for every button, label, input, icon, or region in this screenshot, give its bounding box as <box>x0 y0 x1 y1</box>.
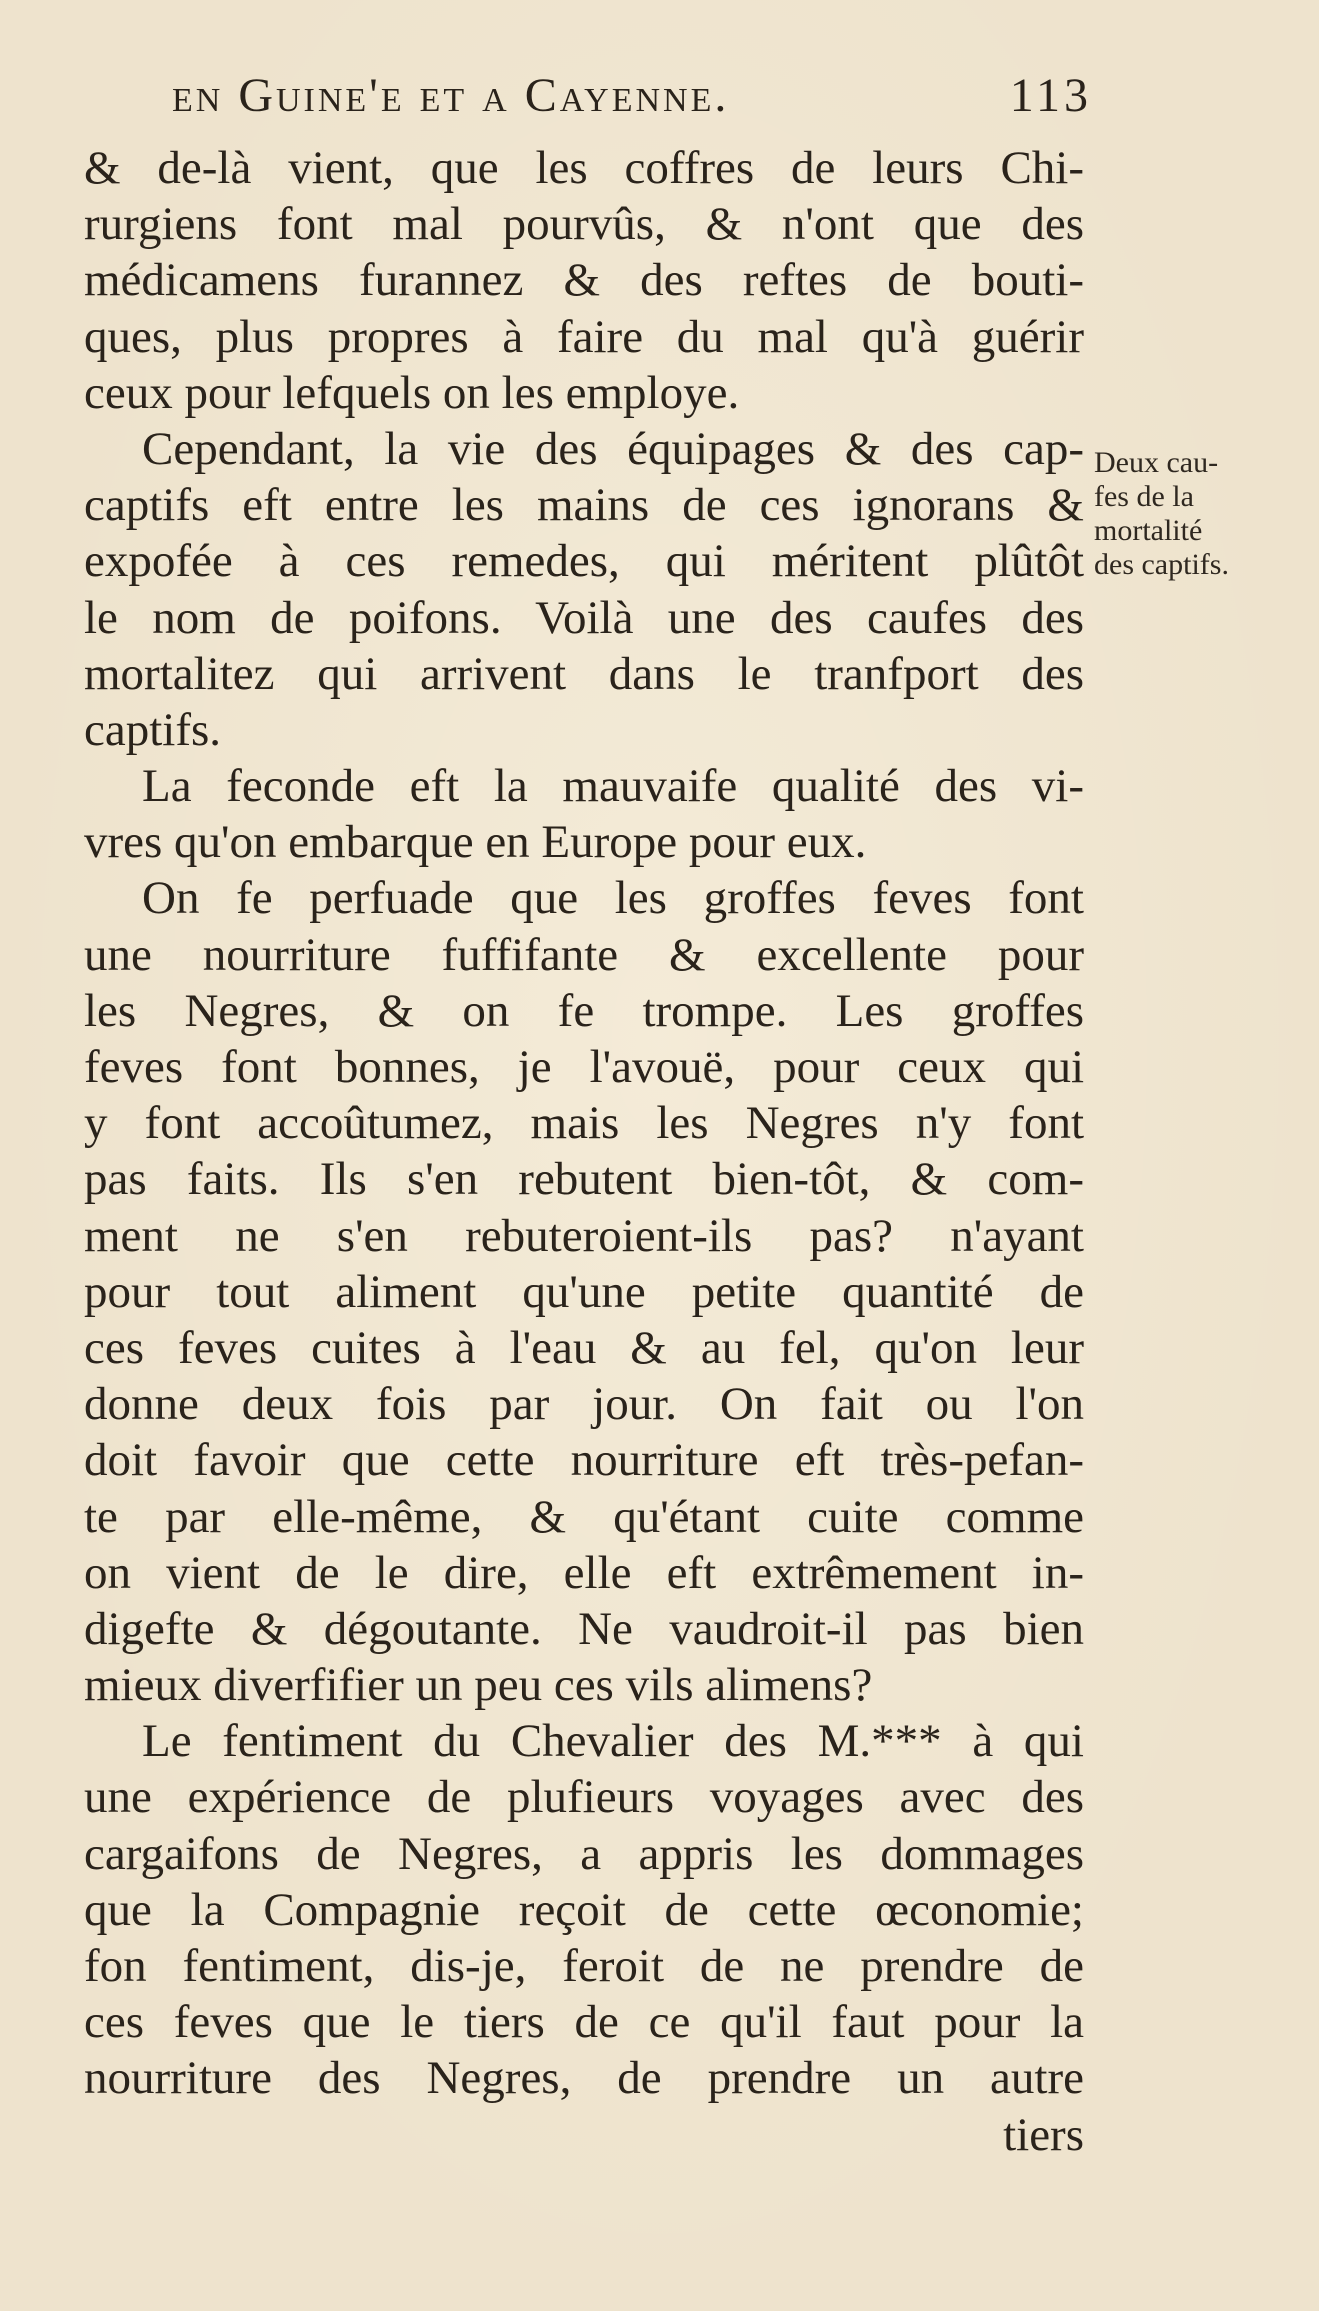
text-line: Le fentiment du Chevalier des M.*** à qui <box>142 1715 1084 1768</box>
text-line: ces feves cuites à l'eau & au fel, qu'on leur <box>84 1321 1084 1374</box>
text-line: mortalitez qui arrivent dans le tranfport des <box>84 647 1084 700</box>
running-title: en Guine'e et a Cayenne. <box>172 69 730 122</box>
text-line: doit favoir que cette nourriture eft très-pefan- <box>84 1434 1084 1487</box>
text-line: vres qu'on embarque en Europe pour eux. <box>84 816 867 869</box>
text-line: pour tout aliment qu'une petite quantité de <box>84 1265 1084 1318</box>
running-header <box>172 68 1092 132</box>
text-line: y font accoûtumez, mais les Negres n'y font <box>84 1097 1084 1150</box>
text-line: une nourriture fuffifante & excellente pour <box>84 928 1084 981</box>
text-line: le nom de poifons. Voilà une des caufes des <box>84 591 1084 644</box>
page-number: 113 <box>1009 69 1092 122</box>
text-line: ment ne s'en rebuteroient-ils pas? n'ayant <box>84 1209 1084 1262</box>
catchword: tiers <box>1003 2108 1084 2161</box>
text-line: ces feves que le tiers de ce qu'il faut pour la <box>84 1996 1084 2049</box>
text-line: Cependant, la vie des équipages & des cap- <box>142 422 1084 475</box>
text-line: ceux pour lefquels on les employe. <box>84 366 740 419</box>
text-line: pas faits. Ils s'en rebutent bien-tôt, & com- <box>84 1153 1084 1206</box>
margin-note <box>1094 446 1319 582</box>
text-line: captifs eft entre les mains de ces ignorans & <box>84 479 1084 532</box>
text-line: On fe perfuade que les groffes feves font <box>142 872 1084 925</box>
text-line: feves font bonnes, je l'avouë, pour ceux qui <box>84 1041 1084 1093</box>
text-line: mieux diverfifier un peu ces vils alimens? <box>84 1659 873 1712</box>
margin-note-line: des captifs. <box>1094 548 1229 581</box>
text-line: fon fentiment, dis-je, feroit de ne prendre de <box>84 1940 1084 1992</box>
margin-note-line: Deux cau- <box>1094 446 1219 479</box>
margin-note-line: fes de la <box>1094 480 1194 513</box>
margin-note-line: mortalité <box>1094 514 1203 547</box>
text-line: digefte & dégoutante. Ne vaudroit-il pas bien <box>84 1602 1084 1655</box>
text-line: cargaifons de Negres, a appris les dommages <box>84 1827 1084 1880</box>
text-line: une expérience de plufieurs voyages avec des <box>84 1771 1084 1824</box>
text-line: que la Compagnie reçoit de cette œconomie; <box>84 1883 1084 1936</box>
text-line: ques, plus propres à faire du mal qu'à guérir <box>84 310 1084 363</box>
text-line: les Negres, & on fe trompe. Les groffes <box>84 984 1084 1037</box>
text-line: expofée à ces remedes, qui méritent plûtôt <box>84 535 1084 588</box>
text-line: on vient de le dire, elle eft extrêmement in- <box>84 1546 1084 1599</box>
text-line: nourriture des Negres, de prendre un autre <box>84 2052 1084 2105</box>
text-line: La feconde eft la mauvaife qualité des vi- <box>142 760 1084 813</box>
text-line: te par elle-même, & qu'étant cuite comme <box>84 1490 1084 1543</box>
text-line: captifs. <box>84 703 222 756</box>
text-body <box>84 140 1084 2163</box>
text-line: & de-là vient, que les coffres de leurs Chi- <box>84 142 1084 194</box>
text-line: médicamens furannez & des reftes de bouti- <box>84 254 1084 307</box>
text-line: donne deux fois par jour. On fait ou l'on <box>84 1378 1084 1431</box>
text-line: rurgiens font mal pourvûs, & n'ont que des <box>84 198 1084 251</box>
